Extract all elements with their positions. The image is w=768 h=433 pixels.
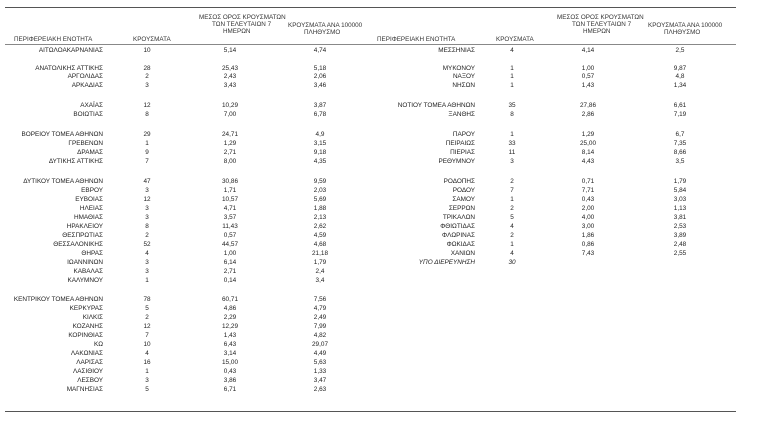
right-per100k-cell: 9,87 bbox=[673, 65, 687, 72]
right-per100k-cell: 3,03 bbox=[673, 196, 687, 203]
right-avg-cell: 1,86 bbox=[581, 232, 595, 239]
right-avg-cell: 0,71 bbox=[581, 178, 595, 185]
left-cases-cell: 10 bbox=[143, 341, 151, 348]
left-avg-cell: 6,71 bbox=[223, 386, 237, 393]
right-header-avg-1: ΜΕΣΟΣ ΟΡΟΣ ΚΡΟΥΣΜΑΤΩΝ bbox=[557, 14, 644, 21]
left-avg-cell: 2,43 bbox=[223, 73, 237, 80]
right-region-cell: ΣΑΜΟΥ bbox=[452, 196, 475, 203]
right-header-avg-2: ΤΩΝ ΤΕΛΕΥΤΑΙΩΝ 7 bbox=[572, 21, 632, 28]
left-region-cell: ΚΟΡΙΝΘΙΑΣ bbox=[68, 332, 103, 339]
left-avg-cell: 3,57 bbox=[223, 214, 237, 221]
left-region-cell: ΑΡΚΑΔΙΑΣ bbox=[71, 82, 103, 89]
left-region-cell: ΚΑΒΑΛΑΣ bbox=[73, 268, 103, 275]
right-cases-cell: 4 bbox=[510, 47, 514, 54]
left-cases-cell: 8 bbox=[145, 223, 149, 230]
left-per100k-cell: 7,56 bbox=[313, 296, 327, 303]
left-avg-cell: 25,43 bbox=[222, 65, 238, 72]
left-avg-cell: 4,71 bbox=[223, 205, 237, 212]
left-avg-cell: 3,14 bbox=[223, 350, 237, 357]
right-region-cell: ΝΑΞΟΥ bbox=[452, 73, 475, 80]
right-cases-cell: 33 bbox=[508, 140, 516, 147]
left-avg-cell: 4,86 bbox=[223, 305, 237, 312]
left-region-cell: ΑΧΑΪΑΣ bbox=[80, 102, 103, 109]
right-per100k-cell: 5,84 bbox=[673, 187, 687, 194]
left-region-cell: ΘΕΣΠΡΩΤΙΑΣ bbox=[62, 232, 103, 239]
right-per100k-cell: 4,8 bbox=[675, 73, 685, 80]
right-avg-cell: 2,00 bbox=[581, 205, 595, 212]
right-region-cell: ΡΟΔΟΠΗΣ bbox=[443, 178, 475, 185]
left-cases-cell: 12 bbox=[143, 196, 151, 203]
header-divider bbox=[5, 44, 736, 45]
left-cases-cell: 3 bbox=[145, 377, 149, 384]
right-per100k-cell: 1,13 bbox=[673, 205, 687, 212]
left-region-cell: ΑΙΤΩΛΟΑΚΑΡΝΑΝΙΑΣ bbox=[38, 47, 103, 54]
right-cases-cell: 1 bbox=[510, 73, 514, 80]
left-avg-cell: 5,14 bbox=[223, 47, 237, 54]
left-cases-cell: 4 bbox=[145, 250, 149, 257]
right-region-cell: ΠΑΡΟΥ bbox=[452, 131, 475, 138]
right-cases-cell: 2 bbox=[510, 232, 514, 239]
right-per100k-cell: 2,55 bbox=[673, 250, 687, 257]
left-avg-cell: 2,71 bbox=[223, 268, 237, 275]
left-cases-cell: 78 bbox=[143, 296, 151, 303]
right-region-cell: ΧΑΝΙΩΝ bbox=[450, 250, 475, 257]
left-avg-cell: 12,29 bbox=[222, 323, 238, 330]
left-avg-cell: 0,14 bbox=[223, 277, 237, 284]
left-region-cell: ΘΕΣΣΑΛΟΝΙΚΗΣ bbox=[53, 241, 103, 248]
left-region-cell: ΓΡΕΒΕΝΩΝ bbox=[68, 140, 103, 147]
left-region-cell: ΛΑΚΩΝΙΑΣ bbox=[70, 350, 103, 357]
left-avg-cell: 2,29 bbox=[223, 314, 237, 321]
left-region-cell: ΛΑΣΙΘΙΟΥ bbox=[72, 368, 103, 375]
left-region-cell: ΚΑΛΥΜΝΟΥ bbox=[67, 277, 103, 284]
left-region-cell: ΒΟΡΕΙΟΥ ΤΟΜΕΑ ΑΘΗΝΩΝ bbox=[21, 131, 103, 138]
right-avg-cell: 3,00 bbox=[581, 223, 595, 230]
left-header-avg-2: ΤΩΝ ΤΕΛΕΥΤΑΙΩΝ 7 bbox=[212, 21, 272, 28]
left-avg-cell: 2,71 bbox=[223, 149, 237, 156]
right-avg-cell: 0,43 bbox=[581, 196, 595, 203]
right-avg-cell: 2,86 bbox=[581, 111, 595, 118]
left-region-cell: ΚΩ bbox=[93, 341, 103, 348]
right-avg-cell: 0,57 bbox=[581, 73, 595, 80]
left-avg-cell: 3,86 bbox=[223, 377, 237, 384]
left-per100k-cell: 3,47 bbox=[313, 377, 327, 384]
right-region-cell: ΞΑΝΘΗΣ bbox=[448, 111, 475, 118]
left-cases-cell: 7 bbox=[145, 332, 149, 339]
right-region-cell: ΦΘΙΩΤΙΔΑΣ bbox=[440, 223, 475, 230]
right-region-cell: ΠΙΕΡΙΑΣ bbox=[450, 149, 475, 156]
left-region-cell: ΚΟΖΑΝΗΣ bbox=[72, 323, 103, 330]
left-avg-cell: 0,57 bbox=[223, 232, 237, 239]
left-region-cell: ΔΥΤΙΚΗΣ ΑΤΤΙΚΗΣ bbox=[48, 158, 103, 165]
right-cases-cell: 1 bbox=[510, 241, 514, 248]
left-cases-cell: 9 bbox=[145, 149, 149, 156]
right-cases-cell: 35 bbox=[508, 102, 516, 109]
left-avg-cell: 8,00 bbox=[223, 158, 237, 165]
left-region-cell: ΜΑΓΝΗΣΙΑΣ bbox=[66, 386, 103, 393]
right-per100k-cell: 6,61 bbox=[673, 102, 687, 109]
right-per100k-cell: 1,34 bbox=[673, 82, 687, 89]
left-cases-cell: 3 bbox=[145, 187, 149, 194]
left-region-cell: ΑΡΓΟΛΙΔΑΣ bbox=[67, 73, 103, 80]
right-header-region: ΠΕΡΙΦΕΡΕΙΑΚΗ ΕΝΟΤΗΤΑ bbox=[377, 36, 456, 43]
left-region-cell: ΙΩΑΝΝΙΝΩΝ bbox=[67, 259, 103, 266]
left-avg-cell: 6,43 bbox=[223, 341, 237, 348]
left-cases-cell: 3 bbox=[145, 259, 149, 266]
left-cases-cell: 3 bbox=[145, 214, 149, 221]
left-avg-cell: 10,57 bbox=[222, 196, 238, 203]
left-per100k-cell: 9,18 bbox=[313, 149, 327, 156]
right-avg-cell: 1,00 bbox=[581, 65, 595, 72]
right-cases-cell: 4 bbox=[510, 250, 514, 257]
right-region-cell: ΝΟΤΙΟΥ ΤΟΜΕΑ ΑΘΗΝΩΝ bbox=[397, 102, 475, 109]
left-region-cell: ΔΡΑΜΑΣ bbox=[77, 149, 103, 156]
left-cases-cell: 3 bbox=[145, 205, 149, 212]
right-cases-cell: 2 bbox=[510, 205, 514, 212]
left-per100k-cell: 2,63 bbox=[313, 386, 327, 393]
left-avg-cell: 60,71 bbox=[222, 296, 238, 303]
left-per100k-cell: 4,68 bbox=[313, 241, 327, 248]
right-avg-cell: 7,43 bbox=[581, 250, 595, 257]
left-region-cell: ΗΛΕΙΑΣ bbox=[79, 205, 103, 212]
right-avg-cell: 4,14 bbox=[581, 47, 595, 54]
left-header-cases: ΚΡΟΥΣΜΑΤΑ bbox=[133, 36, 171, 43]
right-per100k-cell: 2,53 bbox=[673, 223, 687, 230]
left-cases-cell: 47 bbox=[143, 178, 151, 185]
right-header-per-2: ΠΛΗΘΥΣΜΟ bbox=[664, 29, 701, 36]
left-avg-cell: 1,00 bbox=[223, 250, 237, 257]
right-avg-cell: 7,71 bbox=[581, 187, 595, 194]
left-per100k-cell: 3,4 bbox=[315, 277, 325, 284]
right-cases-cell: 11 bbox=[508, 149, 516, 156]
right-avg-cell: 8,14 bbox=[581, 149, 595, 156]
right-region-cell: ΜΥΚΟΝΟΥ bbox=[442, 65, 475, 72]
left-per100k-cell: 6,78 bbox=[313, 111, 327, 118]
left-cases-cell: 16 bbox=[143, 359, 151, 366]
left-per100k-cell: 5,63 bbox=[313, 359, 327, 366]
left-region-cell: ΛΑΡΙΣΑΣ bbox=[76, 359, 103, 366]
right-avg-cell: 1,29 bbox=[581, 131, 595, 138]
right-avg-cell: 0,86 bbox=[581, 241, 595, 248]
left-avg-cell: 24,71 bbox=[222, 131, 238, 138]
right-cases-cell: 3 bbox=[510, 158, 514, 165]
left-cases-cell: 12 bbox=[143, 102, 151, 109]
left-cases-cell: 28 bbox=[143, 65, 151, 72]
right-cases-cell: 1 bbox=[510, 82, 514, 89]
left-per100k-cell: 29,07 bbox=[312, 341, 328, 348]
left-region-cell: ΕΥΒΟΙΑΣ bbox=[75, 196, 103, 203]
left-per100k-cell: 7,99 bbox=[313, 323, 327, 330]
left-avg-cell: 1,71 bbox=[223, 187, 237, 194]
left-cases-cell: 3 bbox=[145, 268, 149, 275]
right-per100k-cell: 6,7 bbox=[675, 131, 685, 138]
right-region-cell: ΡΟΔΟΥ bbox=[452, 187, 475, 194]
right-cases-cell: 7 bbox=[510, 187, 514, 194]
left-per100k-cell: 4,79 bbox=[313, 305, 327, 312]
left-per100k-cell: 4,74 bbox=[313, 47, 327, 54]
right-per100k-cell: 3,81 bbox=[673, 214, 687, 221]
left-cases-cell: 29 bbox=[143, 131, 151, 138]
right-cases-cell: 30 bbox=[508, 259, 516, 266]
left-per100k-cell: 2,49 bbox=[313, 314, 327, 321]
left-cases-cell: 5 bbox=[145, 305, 149, 312]
left-per100k-cell: 3,15 bbox=[313, 140, 327, 147]
left-region-cell: ΗΜΑΘΙΑΣ bbox=[73, 214, 103, 221]
left-cases-cell: 52 bbox=[143, 241, 151, 248]
table-top-border bbox=[5, 7, 736, 8]
right-region-cell: ΤΡΙΚΑΛΩΝ bbox=[442, 214, 475, 221]
left-per100k-cell: 3,46 bbox=[313, 82, 327, 89]
right-per100k-cell: 7,35 bbox=[673, 140, 687, 147]
left-header-avg-3: ΗΜΕΡΩΝ bbox=[223, 28, 251, 35]
left-cases-cell: 4 bbox=[145, 350, 149, 357]
right-cases-cell: 1 bbox=[510, 65, 514, 72]
left-per100k-cell: 2,4 bbox=[315, 268, 325, 275]
right-avg-cell: 27,86 bbox=[580, 102, 596, 109]
right-region-cell: ΣΕΡΡΩΝ bbox=[448, 205, 475, 212]
left-per100k-cell: 9,59 bbox=[313, 178, 327, 185]
right-per100k-cell: 1,79 bbox=[673, 178, 687, 185]
left-avg-cell: 10,29 bbox=[222, 102, 238, 109]
left-region-cell: ΒΟΙΩΤΙΑΣ bbox=[73, 111, 103, 118]
left-region-cell: ΚΕΝΤΡΙΚΟΥ ΤΟΜΕΑ ΑΘΗΝΩΝ bbox=[13, 296, 103, 303]
left-region-cell: ΑΝΑΤΟΛΙΚΗΣ ΑΤΤΙΚΗΣ bbox=[35, 65, 103, 72]
left-cases-cell: 2 bbox=[145, 314, 149, 321]
right-per100k-cell: 8,66 bbox=[673, 149, 687, 156]
left-avg-cell: 0,43 bbox=[223, 368, 237, 375]
left-per100k-cell: 3,87 bbox=[313, 102, 327, 109]
left-per100k-cell: 2,62 bbox=[313, 223, 327, 230]
left-region-cell: ΕΒΡΟΥ bbox=[81, 187, 103, 194]
left-avg-cell: 7,00 bbox=[223, 111, 237, 118]
left-avg-cell: 1,43 bbox=[223, 332, 237, 339]
left-region-cell: ΘΗΡΑΣ bbox=[81, 250, 103, 257]
left-avg-cell: 15,00 bbox=[222, 359, 238, 366]
left-per100k-cell: 4,82 bbox=[313, 332, 327, 339]
left-per100k-cell: 4,9 bbox=[315, 131, 325, 138]
right-region-cell: ΡΕΘΥΜΝΟΥ bbox=[438, 158, 475, 165]
right-cases-cell: 2 bbox=[510, 178, 514, 185]
right-avg-cell: 1,43 bbox=[581, 82, 595, 89]
left-header-per-1: ΚΡΟΥΣΜΑΤΑ ΑΝΑ 100000 bbox=[288, 22, 363, 29]
left-cases-cell: 1 bbox=[145, 140, 149, 147]
left-region-cell: ΚΙΛΚΙΣ bbox=[82, 314, 103, 321]
left-per100k-cell: 1,33 bbox=[313, 368, 327, 375]
left-per100k-cell: 2,06 bbox=[313, 73, 327, 80]
left-cases-cell: 8 bbox=[145, 111, 149, 118]
left-avg-cell: 11,43 bbox=[222, 223, 238, 230]
left-avg-cell: 30,86 bbox=[222, 178, 238, 185]
left-region-cell: ΚΕΡΚΥΡΑΣ bbox=[69, 305, 103, 312]
left-cases-cell: 5 bbox=[145, 386, 149, 393]
left-avg-cell: 1,29 bbox=[223, 140, 237, 147]
right-per100k-cell: 7,19 bbox=[673, 111, 687, 118]
right-per100k-cell: 3,5 bbox=[675, 158, 685, 165]
left-cases-cell: 10 bbox=[143, 47, 151, 54]
right-cases-cell: 1 bbox=[510, 131, 514, 138]
left-per100k-cell: 2,13 bbox=[313, 214, 327, 221]
right-avg-cell: 4,43 bbox=[581, 158, 595, 165]
left-per100k-cell: 21,18 bbox=[312, 250, 328, 257]
left-per100k-cell: 1,88 bbox=[313, 205, 327, 212]
left-per100k-cell: 5,18 bbox=[313, 65, 327, 72]
right-header-per-1: ΚΡΟΥΣΜΑΤΑ ΑΝΑ 100000 bbox=[648, 22, 723, 29]
right-avg-cell: 25,00 bbox=[580, 140, 596, 147]
right-per100k-cell: 3,89 bbox=[673, 232, 687, 239]
left-per100k-cell: 4,35 bbox=[313, 158, 327, 165]
left-avg-cell: 6,14 bbox=[223, 259, 237, 266]
right-header-avg-3: ΗΜΕΡΩΝ bbox=[583, 28, 611, 35]
left-per100k-cell: 5,69 bbox=[313, 196, 327, 203]
right-header-cases: ΚΡΟΥΣΜΑΤΑ bbox=[496, 36, 534, 43]
right-per100k-cell: 2,5 bbox=[675, 47, 685, 54]
right-region-cell: ΠΕΙΡΑΙΩΣ bbox=[445, 140, 475, 147]
right-region-cell: ΝΗΣΩΝ bbox=[452, 82, 475, 89]
left-per100k-cell: 1,79 bbox=[313, 259, 327, 266]
right-region-cell: ΥΠΟ ΔΙΕΡΕΥΝΗΣΗ bbox=[418, 259, 475, 266]
right-cases-cell: 5 bbox=[510, 214, 514, 221]
right-region-cell: ΦΛΩΡΙΝΑΣ bbox=[441, 232, 475, 239]
right-avg-cell: 4,00 bbox=[581, 214, 595, 221]
right-region-cell: ΜΕΣΣΗΝΙΑΣ bbox=[438, 47, 475, 54]
left-per100k-cell: 2,03 bbox=[313, 187, 327, 194]
table-bottom-border bbox=[5, 411, 736, 412]
left-cases-cell: 1 bbox=[145, 277, 149, 284]
left-header-region: ΠΕΡΙΦΕΡΕΙΑΚΗ ΕΝΟΤΗΤΑ bbox=[14, 36, 93, 43]
left-cases-cell: 2 bbox=[145, 73, 149, 80]
left-region-cell: ΛΕΣΒΟΥ bbox=[77, 377, 103, 384]
right-region-cell: ΦΩΚΙΔΑΣ bbox=[446, 241, 475, 248]
left-region-cell: ΗΡΑΚΛΕΙΟΥ bbox=[66, 223, 103, 230]
left-region-cell: ΔΥΤΙΚΟΥ ΤΟΜΕΑ ΑΘΗΝΩΝ bbox=[23, 178, 103, 185]
left-header-per-2: ΠΛΗΘΥΣΜΟ bbox=[304, 29, 341, 36]
left-avg-cell: 3,43 bbox=[223, 82, 237, 89]
right-cases-cell: 1 bbox=[510, 196, 514, 203]
right-per100k-cell: 2,48 bbox=[673, 241, 687, 248]
left-per100k-cell: 4,49 bbox=[313, 350, 327, 357]
left-cases-cell: 7 bbox=[145, 158, 149, 165]
left-cases-cell: 3 bbox=[145, 82, 149, 89]
left-avg-cell: 44,57 bbox=[222, 241, 238, 248]
left-per100k-cell: 4,59 bbox=[313, 232, 327, 239]
left-cases-cell: 2 bbox=[145, 232, 149, 239]
left-cases-cell: 1 bbox=[145, 368, 149, 375]
right-cases-cell: 4 bbox=[510, 223, 514, 230]
left-cases-cell: 12 bbox=[143, 323, 151, 330]
right-cases-cell: 8 bbox=[510, 111, 514, 118]
left-header-avg-1: ΜΕΣΟΣ ΟΡΟΣ ΚΡΟΥΣΜΑΤΩΝ bbox=[199, 14, 286, 21]
